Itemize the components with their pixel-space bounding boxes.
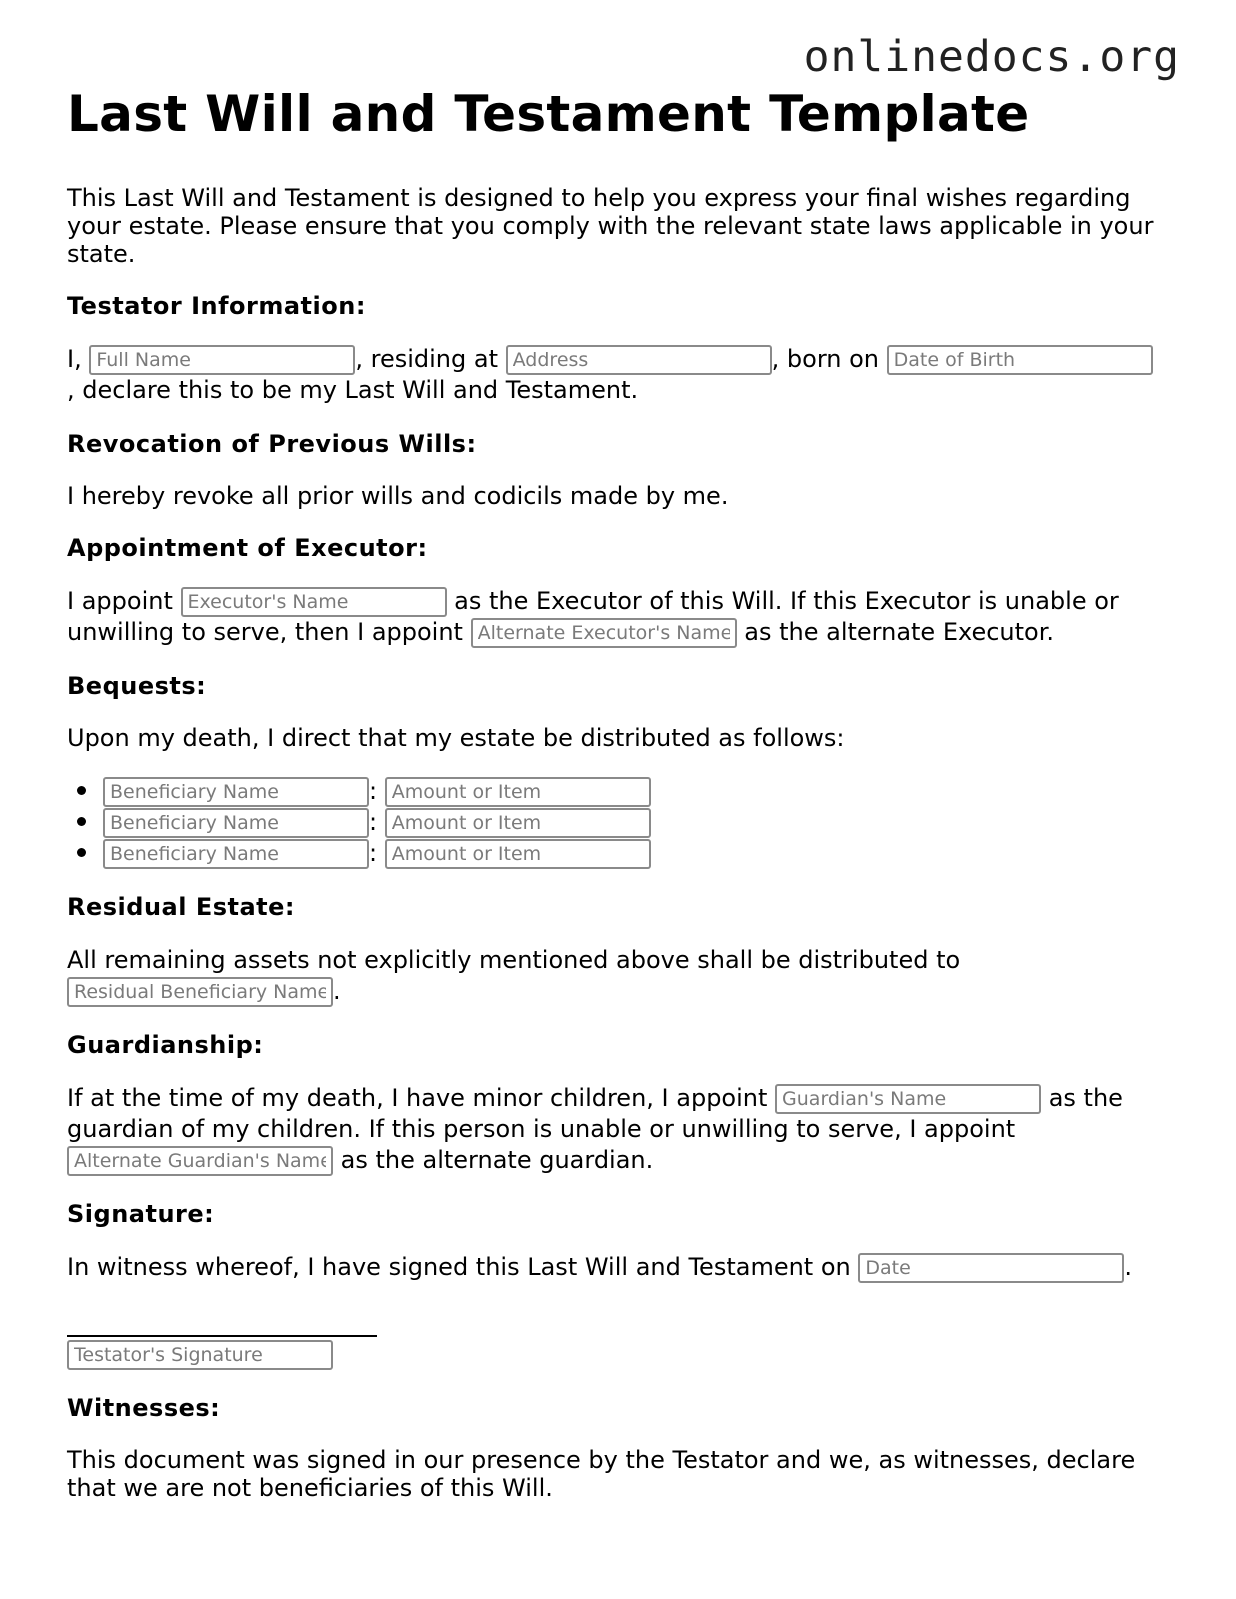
testator-text-1: I,	[67, 345, 82, 373]
testator-signature-field[interactable]	[67, 1340, 333, 1370]
bequest-separator: :	[369, 777, 378, 805]
testator-heading: Testator Information:	[67, 292, 366, 320]
guardianship-text-2: as the guardian of my children. If this person is unable or unwilling to serve, I appoint	[67, 1084, 1123, 1143]
testator-text-3: , born on	[771, 345, 879, 373]
executor-name-field[interactable]	[181, 587, 447, 617]
residual-heading: Residual Estate:	[67, 893, 296, 921]
bullet-icon	[77, 786, 86, 795]
bequest-separator: :	[369, 839, 378, 867]
site-watermark: onlinedocs.org	[803, 32, 1180, 82]
guardian-name-field[interactable]	[775, 1084, 1041, 1114]
revocation-text: I hereby revoke all prior wills and codicils made by me.	[67, 482, 729, 510]
residual-beneficiary-field[interactable]	[67, 977, 333, 1007]
bequest-item	[103, 776, 1157, 807]
testator-text-2: , residing at	[355, 345, 498, 373]
signature-line	[67, 1283, 377, 1337]
signature-date-field[interactable]	[858, 1253, 1124, 1283]
signature-text-1: In witness whereof, I have signed this Last Will and Testament on	[67, 1253, 851, 1281]
bequest-item	[103, 807, 1157, 838]
address-field[interactable]	[506, 345, 772, 375]
beneficiary-name-field[interactable]	[103, 839, 369, 869]
executor-heading: Appointment of Executor:	[67, 534, 428, 562]
signature-field-row	[67, 1339, 1157, 1370]
beneficiary-name-field[interactable]	[103, 808, 369, 838]
intro-text: This Last Will and Testament is designed to help you express your final wishes regarding your estate. Please ensure that you comply with the relevant state laws applicable in your state.	[67, 184, 1154, 268]
revocation-heading: Revocation of Previous Wills:	[67, 430, 477, 458]
guardianship-paragraph	[67, 1083, 1157, 1176]
signature-text-2: .	[1124, 1253, 1133, 1281]
beneficiary-name-field[interactable]	[103, 777, 369, 807]
alternate-executor-field[interactable]	[471, 618, 737, 648]
amount-or-item-field[interactable]	[385, 808, 651, 838]
date-of-birth-field[interactable]	[887, 345, 1153, 375]
full-name-field[interactable]	[89, 345, 355, 375]
amount-or-item-field[interactable]	[385, 839, 651, 869]
executor-text-1: I appoint	[67, 587, 173, 615]
executor-paragraph	[67, 586, 1157, 648]
guardianship-text-1: If at the time of my death, I have minor children, I appoint	[67, 1084, 768, 1112]
bequest-item	[103, 838, 1157, 869]
guardianship-text-3: as the alternate guardian.	[340, 1146, 654, 1174]
alternate-guardian-field[interactable]	[67, 1146, 333, 1176]
witnesses-heading: Witnesses:	[67, 1394, 221, 1422]
amount-or-item-field[interactable]	[385, 777, 651, 807]
residual-text-2: .	[333, 977, 341, 1005]
bequests-heading: Bequests:	[67, 672, 207, 700]
signature-heading: Signature:	[67, 1200, 215, 1228]
testator-declaration	[67, 344, 1157, 406]
residual-paragraph	[67, 945, 1157, 1007]
will-document	[67, 84, 1157, 1526]
residual-text-1: All remaining assets not explicitly mentioned above shall be distributed to	[67, 946, 961, 974]
executor-text-3: as the alternate Executor.	[744, 618, 1055, 646]
executor-text-2: as the Executor of this Will. If this Executor is unable or unwilling to serve, then I appoint	[67, 587, 1119, 646]
signature-paragraph	[67, 1252, 1157, 1283]
bequests-text: Upon my death, I direct that my estate be distributed as follows:	[67, 724, 845, 752]
witnesses-text: This document was signed in our presence by the Testator and we, as witnesses, declare that we are not beneficiaries of this Will.	[67, 1446, 1136, 1502]
bequest-separator: :	[369, 808, 378, 836]
page-title: Last Will and Testament Template	[67, 85, 1030, 143]
bullet-icon	[77, 848, 86, 857]
guardianship-heading: Guardianship:	[67, 1031, 264, 1059]
testator-text-4: , declare this to be my Last Will and Testament.	[67, 376, 639, 404]
bullet-icon	[77, 817, 86, 826]
bequest-list	[67, 776, 1157, 869]
